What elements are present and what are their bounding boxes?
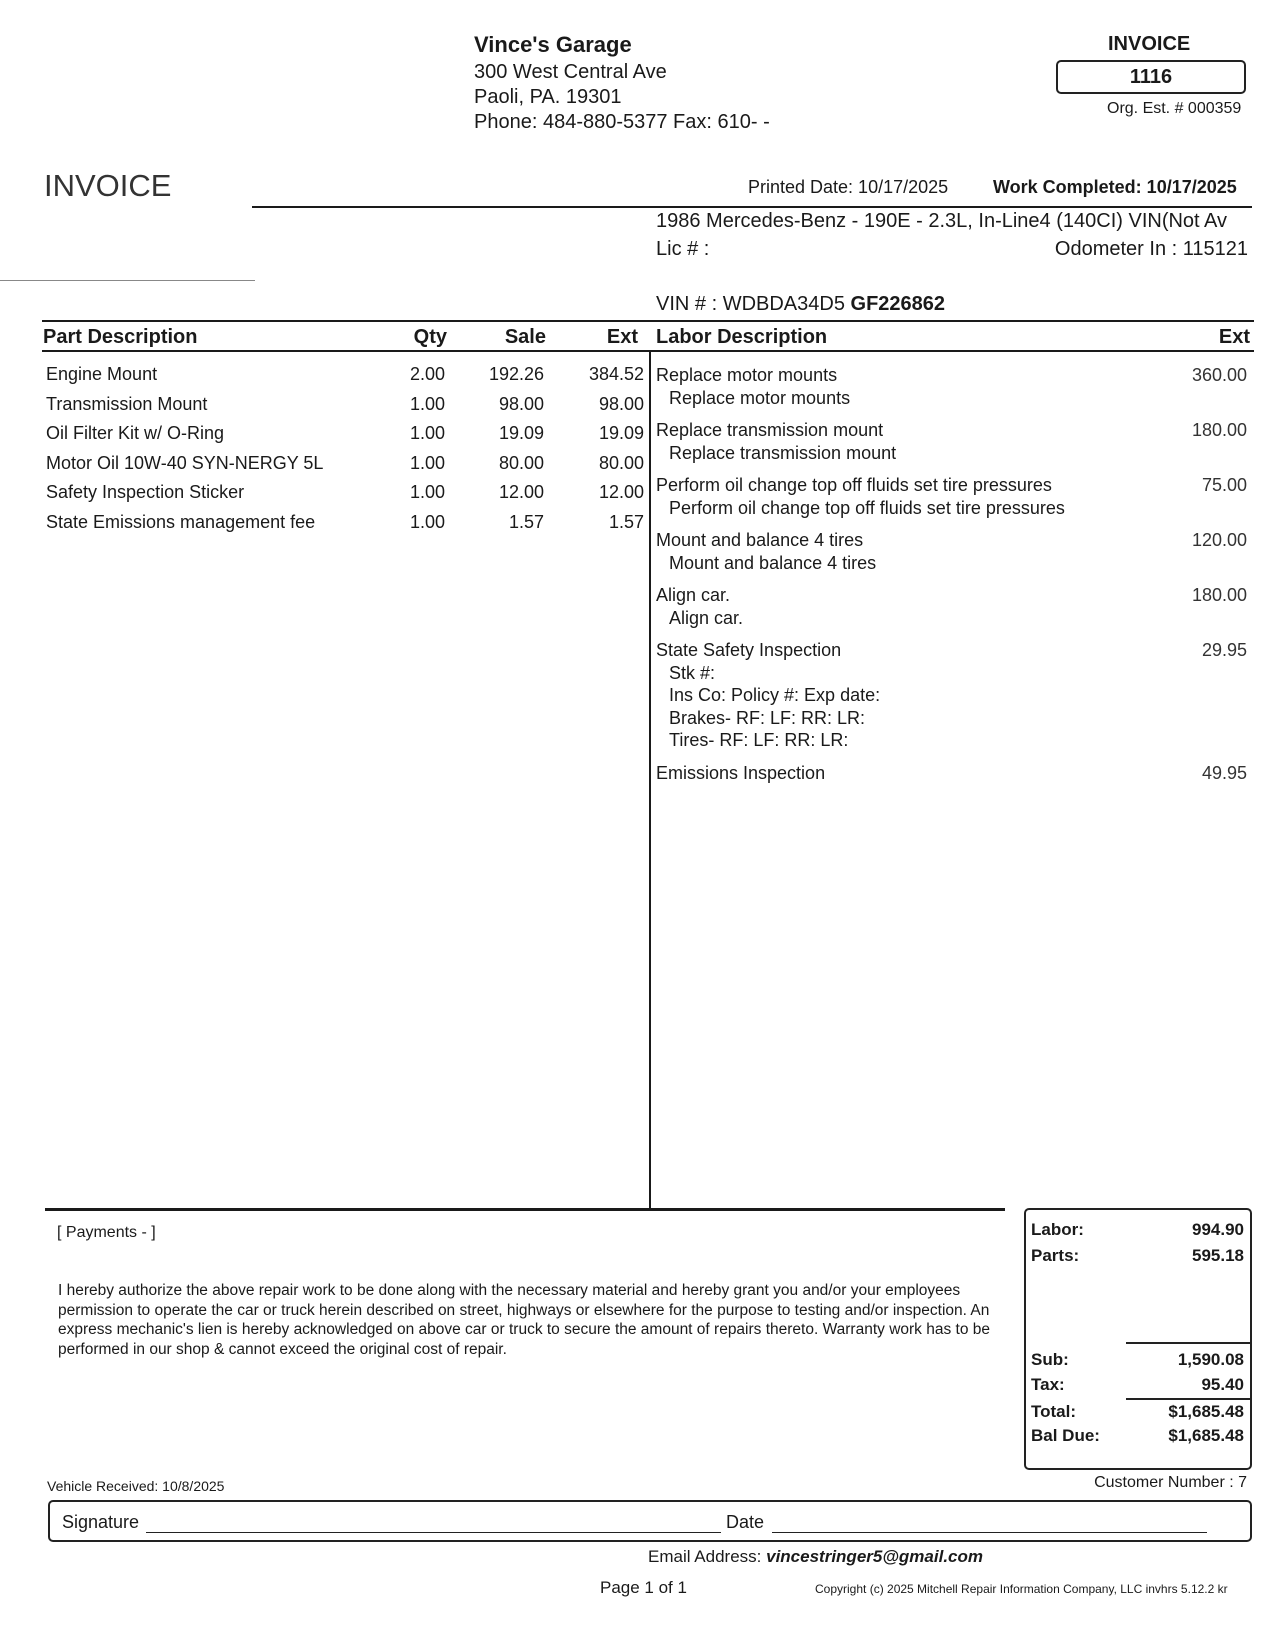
labor-description: Perform oil change top off fluids set tire pressures xyxy=(656,475,1052,495)
shop-phone-fax: Phone: 484-880-5377 Fax: 610- - xyxy=(474,111,770,133)
part-qty: 1.00 xyxy=(409,393,445,414)
invoice-number: 1116 xyxy=(1129,66,1173,88)
labor-detail: Replace transmission mount xyxy=(669,442,897,463)
labor-detail: Tires- RF: LF: RR: LR: xyxy=(669,730,849,750)
balance-due-label: Bal Due: xyxy=(1031,1426,1100,1445)
labor-detail: Replace motor mounts xyxy=(669,387,851,408)
part-ext: 384.52 xyxy=(588,364,644,384)
labor-description: Mount and balance 4 tires xyxy=(656,530,864,550)
totals-box xyxy=(1024,1208,1252,1470)
work-completed-date: Work Completed: 10/17/2025 xyxy=(993,177,1237,197)
parts-total-label: Parts: xyxy=(1031,1246,1080,1265)
signature-label: Signature xyxy=(62,1512,140,1532)
signature-field[interactable] xyxy=(146,1532,721,1533)
labor-ext: 49.95 xyxy=(1201,762,1247,783)
part-ext: 98.00 xyxy=(598,393,644,414)
part-sale: 19.09 xyxy=(498,423,544,443)
shop-address-line1: 300 West Central Ave xyxy=(474,61,667,83)
labor-header-description: Labor Description xyxy=(656,326,828,348)
subtotal-rule xyxy=(1126,1342,1250,1344)
part-ext: 12.00 xyxy=(598,482,644,502)
header-divider xyxy=(252,206,1252,208)
vehicle-description: 1986 Mercedes-Benz - 190E - 2.3L, In-Line4 (140CI) VIN(Not Av xyxy=(656,210,1228,232)
invoice-number-box xyxy=(1056,60,1246,94)
vin-suffix: GF226862 xyxy=(850,293,946,315)
labor-ext: 120.00 xyxy=(1191,530,1247,550)
email-label: Email Address: xyxy=(648,1547,762,1566)
part-sale: 80.00 xyxy=(498,452,544,473)
part-qty: 1.00 xyxy=(409,452,445,473)
tax-label: Tax: xyxy=(1031,1375,1065,1394)
part-ext: 80.00 xyxy=(598,452,644,473)
labor-detail: Ins Co: Policy #: Exp date: xyxy=(669,685,881,705)
labor-detail: Stk #: xyxy=(669,662,716,683)
subtotal-value: 1,590.08 xyxy=(1177,1350,1244,1369)
date-field[interactable] xyxy=(772,1532,1207,1533)
labor-ext: 29.95 xyxy=(1201,640,1247,660)
total-value: $1,685.48 xyxy=(1168,1402,1244,1421)
parts-header-description: Part Description xyxy=(43,326,198,348)
part-ext: 1.57 xyxy=(608,511,644,532)
part-description: Engine Mount xyxy=(46,364,158,384)
labor-description: Align car. xyxy=(656,585,731,605)
license-number: Lic # : xyxy=(656,238,710,260)
part-sale: 1.57 xyxy=(508,511,544,532)
part-description: Motor Oil 10W-40 SYN-NERGY 5L xyxy=(46,452,324,473)
labor-ext: 180.00 xyxy=(1191,420,1247,440)
tax-value: 95.40 xyxy=(1201,1375,1244,1394)
labor-detail: Mount and balance 4 tires xyxy=(669,552,877,573)
labor-detail: Brakes- RF: LF: RR: LR: xyxy=(669,707,866,728)
labor-header-ext: Ext xyxy=(1218,326,1250,348)
labor-ext: 360.00 xyxy=(1191,365,1247,385)
parts-header-qty: Qty xyxy=(413,326,447,348)
part-description: Safety Inspection Sticker xyxy=(46,482,245,502)
part-sale: 192.26 xyxy=(488,364,544,384)
email-address xyxy=(648,1547,983,1567)
original-estimate-number: Org. Est. # 000359 xyxy=(1107,100,1242,117)
part-description: State Emissions management fee xyxy=(46,511,316,532)
printed-date: Printed Date: 10/17/2025 xyxy=(748,177,949,197)
part-sale: 12.00 xyxy=(498,482,544,502)
parts-total-value: 595.18 xyxy=(1192,1246,1244,1265)
odometer-in: Odometer In : 115121 xyxy=(1054,238,1248,260)
authorization-text: I hereby authorize the above repair work to be done along with the necessary material and hereby grant you and/or your employees permission to operate the car or truck herein described on street, highways or elsewhere for the purpose to testing and/or inspection. An express mechanic's lien is hereby acknowledged on above car or truck to secure the amount of repairs thereto. Warranty work has to be performed in our shop & cannot exceed the original cost of repair. xyxy=(58,1282,990,1358)
payments-summary: [ Payments - ] xyxy=(57,1224,156,1241)
labor-description: Replace transmission mount xyxy=(656,420,884,440)
vin-prefix: VIN # : WDBDA34D5 xyxy=(656,293,845,315)
labor-detail: Perform oil change top off fluids set tire pressures xyxy=(669,497,1065,518)
copyright-notice: Copyright (c) 2025 Mitchell Repair Information Company, LLC invhrs 5.12.2 kr xyxy=(815,1582,1228,1596)
total-rule xyxy=(1126,1398,1250,1400)
labor-description: Replace motor mounts xyxy=(656,365,838,385)
page-title: INVOICE xyxy=(44,168,172,203)
labor-description: Emissions Inspection xyxy=(656,762,826,783)
table-header-rule xyxy=(42,350,1254,352)
shop-name: Vince's Garage xyxy=(474,32,632,57)
scan-artifact-line xyxy=(0,280,255,281)
part-description: Oil Filter Kit w/ O-Ring xyxy=(46,423,225,443)
total-label: Total: xyxy=(1031,1402,1077,1421)
vin-number xyxy=(656,293,945,316)
customer-number: Customer Number : 7 xyxy=(1094,1474,1247,1491)
balance-due-value: $1,685.48 xyxy=(1168,1426,1244,1445)
labor-description: State Safety Inspection xyxy=(656,640,842,660)
invoice-label: INVOICE xyxy=(1108,33,1191,55)
column-divider xyxy=(649,352,651,1210)
parts-header-sale: Sale xyxy=(504,326,546,348)
parts-header-ext: Ext xyxy=(606,326,638,348)
labor-total-label: Labor: xyxy=(1031,1220,1084,1239)
subtotal-label: Sub: xyxy=(1031,1350,1069,1369)
labor-ext: 180.00 xyxy=(1191,585,1247,605)
part-qty: 1.00 xyxy=(409,511,445,532)
part-qty: 1.00 xyxy=(409,482,445,502)
footer-divider xyxy=(45,1208,1005,1211)
shop-address-line2: Paoli, PA. 19301 xyxy=(474,86,622,108)
page-number: Page 1 of 1 xyxy=(600,1578,687,1597)
part-qty: 1.00 xyxy=(409,423,445,443)
labor-total-value: 994.90 xyxy=(1192,1220,1244,1239)
signature-box xyxy=(48,1500,1252,1542)
part-sale: 98.00 xyxy=(498,393,544,414)
part-description: Transmission Mount xyxy=(46,393,208,414)
vehicle-received-date: Vehicle Received: 10/8/2025 xyxy=(47,1478,225,1494)
part-qty: 2.00 xyxy=(409,364,445,384)
date-label: Date xyxy=(726,1512,765,1532)
labor-detail: Align car. xyxy=(669,607,744,628)
email-value[interactable]: vincestringer5@gmail.com xyxy=(766,1547,983,1566)
part-ext: 19.09 xyxy=(598,423,644,443)
table-top-rule xyxy=(42,320,1254,322)
labor-ext: 75.00 xyxy=(1201,475,1247,495)
